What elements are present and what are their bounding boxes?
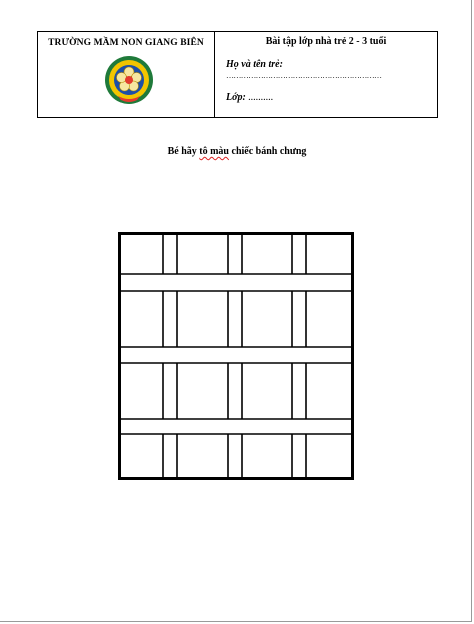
header-table: [37, 31, 438, 118]
instruction-after: chiếc bánh chưng: [229, 146, 307, 157]
student-info-cell: [215, 32, 437, 117]
school-cell: [38, 32, 215, 117]
cake-outline: [120, 234, 353, 479]
class-label: Lớp:: [226, 92, 246, 103]
class-field: [226, 92, 273, 103]
instruction-text: [0, 146, 474, 157]
name-label: Họ và tên trẻ:: [226, 59, 283, 70]
instruction-before: Bé hãy: [167, 146, 200, 157]
banh-chung-drawing: [118, 232, 354, 480]
instruction-underlined: tô màu: [199, 146, 229, 157]
class-blank: ..........: [245, 92, 274, 103]
school-logo-icon: [104, 54, 154, 106]
assignment-title: Bài tập lớp nhà trẻ 2 - 3 tuổi: [265, 36, 387, 47]
school-name: TRƯỜNG MẦM NON GIANG BIÊN: [48, 38, 204, 48]
name-blank: ………………………………………………………: [226, 71, 382, 80]
